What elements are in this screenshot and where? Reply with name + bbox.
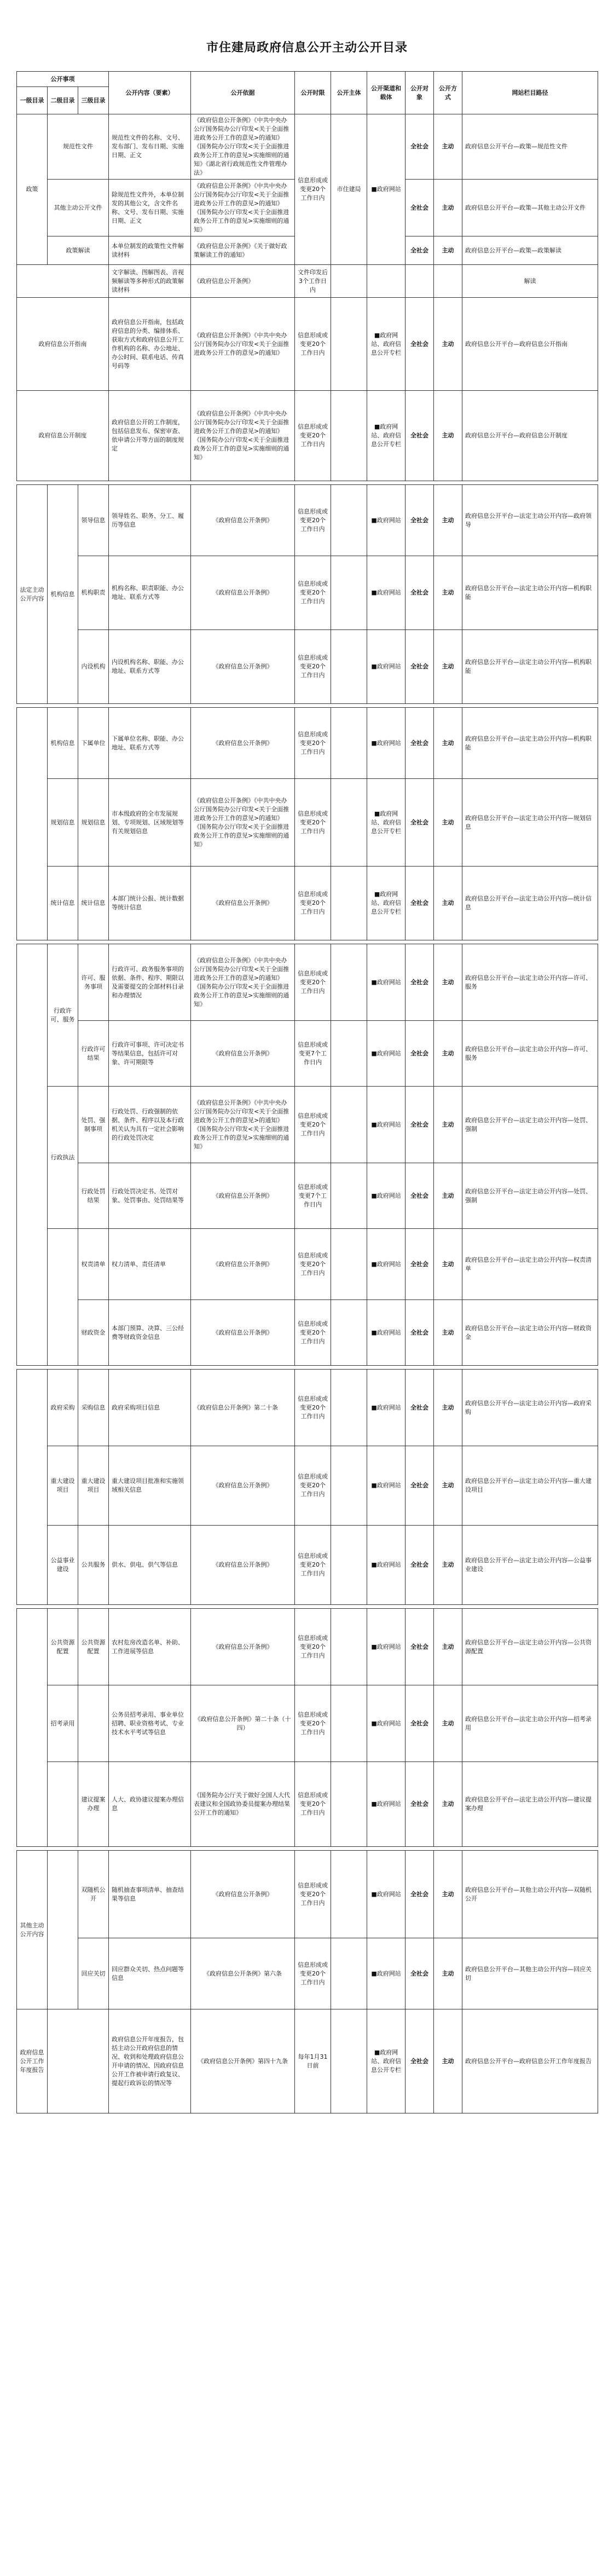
sub-guihua: 规划信息 (48, 779, 78, 867)
cell-target: 全社会 (406, 1087, 434, 1163)
cell-l3: 下属单位 (78, 708, 109, 779)
cell-mode: 主动 (434, 180, 462, 236)
header-l3: 三级目录 (78, 87, 109, 114)
cell-mode: 主动 (434, 556, 462, 630)
table-row (17, 1370, 598, 1446)
header-target: 公开对象 (406, 72, 434, 114)
cell-basis: 《政府信息公开条例》 (191, 708, 295, 779)
cell-basis: 《政府信息公开条例》 (191, 1300, 295, 1366)
cell-target: 全社会 (406, 630, 434, 704)
cell-basis: 《政府信息公开条例》 (191, 1229, 295, 1300)
cell-l3: 机构职责 (78, 556, 109, 630)
cell-target: 全社会 (406, 1526, 434, 1605)
cell-column[interactable]: 政府信息公开平台—法定主动公开内容—规划信息 (462, 779, 598, 867)
cell-mode: 主动 (434, 1938, 462, 2009)
cell-basis: 《政府信息公开条例》《关于做好政策解读工作的通知》 (191, 236, 295, 265)
header-basis: 公开依据 (191, 72, 295, 114)
cell-mode: 主动 (434, 1300, 462, 1366)
cell-basis: 《政府信息公开条例》 (191, 556, 295, 630)
cell-target: 全社会 (406, 1609, 434, 1685)
cell-mode: 主动 (434, 2009, 462, 2113)
cell-basis: 《政府信息公开条例》第六条 (191, 1938, 295, 2009)
cell-mode: 主动 (434, 779, 462, 867)
cell-content: 人大、政协建议提案办理信息 (109, 1762, 191, 1847)
cell-l3: 重大建设项目 (78, 1446, 109, 1526)
cell-target: 全社会 (406, 556, 434, 630)
cell-basis: 《政府信息公开条例》 (191, 1526, 295, 1605)
cell-target: 全社会 (406, 1370, 434, 1446)
cell-time: 信息形成或变更20个工作日内 (295, 391, 331, 481)
table-row (17, 708, 598, 779)
header-group: 公开事项 (17, 72, 109, 87)
table-row (17, 1163, 598, 1229)
cell-basis: 《政府信息公开条例》《中共中央办公厅国务院办公厅印发<关于全面推进政务公开工作的意见>的通知》《国务院办公厅印发<关于全面推进政务公开工作的意见>实施细则的通知》《湖北省行政规范性文件管理办法》 (191, 114, 295, 180)
cell-channel: ■政府网站 (367, 1229, 406, 1300)
catalog-table (16, 71, 598, 2113)
cell-channel: ■政府网站 (367, 708, 406, 779)
table-row (17, 1087, 598, 1163)
header-l2: 二级目录 (48, 87, 78, 114)
cell-basis: 《政府信息公开条例》 (191, 1021, 295, 1087)
cat-zhengce: 政策 (17, 114, 48, 265)
cell-mode: 主动 (434, 1021, 462, 1087)
cell-column[interactable]: 政府信息公开平台—法定主动公开内容—统计信息 (462, 867, 598, 940)
cell-column[interactable]: 政府信息公开平台—政府信息公开制度 (462, 391, 598, 481)
sub-gongshi: 公共服务 (78, 1526, 109, 1605)
cat-nianbao: 政府信息公开工作年度报告 (17, 2009, 48, 2113)
cell-time: 信息形成或变更7个工作日内 (295, 1021, 331, 1087)
cell-content: 本单位制发的政策性文件解读材料 (109, 236, 191, 265)
sub-tongji: 统计信息 (48, 867, 78, 940)
cell-column[interactable]: 政府信息公开平台—法定主动公开内容—处罚、强制 (462, 1163, 598, 1229)
cell-content: 规范性文件的名称、文号、发布部门、发布日期、实施日期、正文 (109, 114, 191, 180)
cell-content: 本部门统计公报、统计数据等统计信息 (109, 867, 191, 940)
sub-caigou: 政府采购 (48, 1370, 78, 1446)
cell-mode: 主动 (434, 1609, 462, 1685)
cell-time: 信息形成或变更20个工作日内 (295, 779, 331, 867)
cell-channel: ■政府网站 (367, 1446, 406, 1526)
cell-l2: 规范性文件 (48, 114, 109, 180)
header-column: 网站栏目路径 (462, 72, 598, 114)
cell-channel: ■政府网站 (367, 1609, 406, 1685)
cell-target: 全社会 (406, 1446, 434, 1526)
cell-subject: 市住建局 (331, 114, 367, 265)
cell-column[interactable]: 政府信息公开平台—其他主动公开内容—回应关切 (462, 1938, 598, 2009)
page-title: 市住建局政府信息公开主动公开目录 (206, 41, 408, 55)
cell-time: 信息形成或变更20个工作日内 (295, 1851, 331, 1938)
cell-channel: ■政府网站 (367, 1370, 406, 1446)
cell-channel: ■政府网站 (367, 1685, 406, 1762)
cell-basis: 《政府信息公开条例》《中共中央办公厅国务院办公厅印发<关于全面推进政务公开工作的意见>的通知》《国务院办公厅印发<关于全面推进政务公开工作的意见>实施细则的通知》 (191, 779, 295, 867)
cell-mode: 主动 (434, 485, 462, 556)
table-row (17, 1021, 598, 1087)
cell-time: 信息形成或变更20个工作日内 (295, 1229, 331, 1300)
cell-time: 信息形成或变更20个工作日内 (295, 1685, 331, 1762)
cat-zhinan: 政府信息公开指南 (17, 298, 109, 391)
cell-content: 重大建设项目批准和实施领域相关信息 (109, 1446, 191, 1526)
cell-l3: 公共资源配置 (78, 1609, 109, 1685)
cell-time: 信息形成或变更20个工作日内 (295, 867, 331, 940)
cell-basis: 《政府信息公开条例》《中共中央办公厅国务院办公厅印发<关于全面推进政务公开工作的意见>的通知》《国务院办公厅印发<关于全面推进政务公开工作的意见>实施细则的通知》 (191, 180, 295, 236)
cell-channel: ■政府网站 (367, 630, 406, 704)
cell-content: 行政处罚、行政强制的依据、条件、程序以及本行政机关认为具有一定社会影响的行政处罚决定 (109, 1087, 191, 1163)
cell-target: 全社会 (406, 236, 434, 265)
sub-l2-r20: 重大建设项目 (48, 1446, 78, 1526)
cell-l3: 统计信息 (78, 867, 109, 940)
sub-xingzheng: 行政执法 (48, 1087, 78, 1229)
cell-l2: 政策解读 (48, 236, 109, 265)
cell-basis: 《政府信息公开条例》 (191, 485, 295, 556)
table-row (17, 1938, 598, 2009)
cell-mode: 主动 (434, 708, 462, 779)
cell-channel: ■政府网站、政府信息公开专栏 (367, 2009, 406, 2113)
sub-jigou: 机构信息 (48, 485, 78, 704)
cell-time: 信息形成或变更20个工作日内 (295, 298, 331, 391)
table-row (17, 867, 598, 940)
table-row (17, 1851, 598, 1938)
table-row (17, 1685, 598, 1762)
cell-time: 信息形成或变更20个工作日内 (295, 1762, 331, 1847)
cell-channel: ■政府网站、政府信息公开专栏 (367, 779, 406, 867)
cell-channel: ■政府网站、政府信息公开专栏 (367, 391, 406, 481)
cell-target: 全社会 (406, 180, 434, 236)
cell-l3: 采购信息 (78, 1370, 109, 1446)
cell-content: 公务员招考录用、事业单位招聘、职业资格考试、专业技术水平考试等信息 (109, 1685, 191, 1762)
cell-mode: 主动 (434, 114, 462, 180)
cell-basis: 《政府信息公开条例》《中共中央办公厅国务院办公厅印发<关于全面推进政务公开工作的意见>的通知》《国务院办公厅印发<关于全面推进政务公开工作的意见>实施细则的通知》 (191, 1087, 295, 1163)
cell-channel: ■政府网站 (367, 1021, 406, 1087)
cell-column[interactable]: 政府信息公开平台—政府信息公开工作年度报告 (462, 2009, 598, 2113)
cell-basis: 《政府信息公开条例》 (191, 1609, 295, 1685)
cell-mode: 主动 (434, 1229, 462, 1300)
cell-mode: 主动 (434, 1163, 462, 1229)
cell-column[interactable]: 政府信息公开平台—法定主动公开内容—权责清单 (462, 1229, 598, 1300)
cell-content: 内设机构名称、职能、办公地址、联系方式等 (109, 630, 191, 704)
cell-column[interactable]: 政府信息公开平台—法定主动公开内容—建议提案办理 (462, 1762, 598, 1847)
cell-target: 全社会 (406, 944, 434, 1021)
cell-column[interactable]: 政府信息公开平台—法定主动公开内容—许可、服务 (462, 1021, 598, 1087)
table-row (17, 630, 598, 704)
cell-mode: 主动 (434, 630, 462, 704)
cell-basis: 《政府信息公开条例》第二十条 (191, 1370, 295, 1446)
table-row (17, 265, 598, 298)
cell-time: 信息形成或变更20个工作日内 (295, 1526, 331, 1605)
cell-content: 行政许可事项、许可决定书等结果信息，包括许可对象、许可期限等 (109, 1021, 191, 1087)
cell-time: 信息形成或变更20个工作日内 (295, 556, 331, 630)
table-row (17, 1762, 598, 1847)
cell-channel: ■政府网站 (367, 114, 406, 265)
cell-time: 信息形成或变更20个工作日内 (295, 630, 331, 704)
cell-target: 全社会 (406, 391, 434, 481)
cat-fading: 法定主动公开内容 (17, 485, 48, 704)
cell-target: 全社会 (406, 1229, 434, 1300)
cell-content: 下属单位名称、职能、办公地址、联系方式等 (109, 708, 191, 779)
cell-content: 回应群众关切、热点问题等信息 (109, 1938, 191, 2009)
cell-target: 全社会 (406, 2009, 434, 2113)
cell-target: 全社会 (406, 1163, 434, 1229)
cell-basis: 《政府信息公开条例》 (191, 867, 295, 940)
cell-l3: 权责清单 (78, 1229, 109, 1300)
header-mode: 公开方式 (434, 72, 462, 114)
cell-content: 行政处罚决定书、处罚对象、处罚事由、处罚结果等 (109, 1163, 191, 1229)
cell-content: 农村危房改造名单、补助、工作进展等信息 (109, 1609, 191, 1685)
cell-target: 全社会 (406, 298, 434, 391)
cell-l3: 行政处罚结果 (78, 1163, 109, 1229)
cell-channel: ■政府网站 (367, 944, 406, 1021)
cell-column[interactable]: 政府信息公开平台—法定主动公开内容—公共资源配置 (462, 1609, 598, 1685)
sub-l2-r23: 招考录用 (48, 1685, 78, 1762)
cell-time: 信息形成或变更20个工作日内 (295, 485, 331, 556)
cell-channel: ■政府网站、政府信息公开专栏 (367, 298, 406, 391)
cell-mode: 主动 (434, 1446, 462, 1526)
cell-time: 信息形成或变更20个工作日内 (295, 708, 331, 779)
cell-content: 机构名称、职责职能、办公地址、联系方式等 (109, 556, 191, 630)
cell-l2: 其他主动公开文件 (48, 180, 109, 236)
cell-column[interactable]: 政府信息公开平台—法定主动公开内容—招考录用 (462, 1685, 598, 1762)
cell-mode: 主动 (434, 867, 462, 940)
cell-column[interactable]: 解读 (462, 265, 598, 298)
cell-channel: ■政府网站 (367, 1087, 406, 1163)
cell-basis: 《政府信息公开条例》 (191, 630, 295, 704)
cat-zhidu: 政府信息公开制度 (17, 391, 109, 481)
cell-time: 信息形成或变更7个工作日内 (295, 1163, 331, 1229)
cell-column[interactable]: 政府信息公开平台—法定主动公开内容—财政资金 (462, 1300, 598, 1366)
cell-column[interactable]: 政府信息公开平台—法定主动公开内容—处罚、强制 (462, 1087, 598, 1163)
cell-column[interactable]: 政府信息公开平台—法定主动公开内容—机构职能 (462, 556, 598, 630)
cell-mode: 主动 (434, 1526, 462, 1605)
cell-basis: 《政府信息公开条例》第四十九条 (191, 2009, 295, 2113)
cell-channel: ■政府网站 (367, 1526, 406, 1605)
cell-content: 政府采购项目信息 (109, 1370, 191, 1446)
cell-target: 全社会 (406, 867, 434, 940)
cell-channel: ■政府网站 (367, 1163, 406, 1229)
cell-time: 信息形成或变更20个工作日内 (295, 1370, 331, 1446)
cell-target: 全社会 (406, 1762, 434, 1847)
cell-content: 政府信息公开的工作制度，包括信息发布、保密审查、依申请公开等方面的制度规定 (109, 391, 191, 481)
sub-l2-r22: 公共资源配置 (48, 1609, 78, 1685)
cell-target: 全社会 (406, 485, 434, 556)
cell-mode: 主动 (434, 1851, 462, 1938)
cell-basis: 《政府信息公开条例》 (191, 265, 295, 298)
table-row (17, 485, 598, 556)
cell-content: 领导姓名、职务、分工、履历等信息 (109, 485, 191, 556)
cell-channel: ■政府网站 (367, 1851, 406, 1938)
cell-basis: 《政府信息公开条例》《中共中央办公厅国务院办公厅印发<关于全面推进政务公开工作的意见>的通知》《国务院办公厅印发<关于全面推进政务公开工作的意见>实施细则的通知》 (191, 944, 295, 1021)
cell-l3: 建议提案办理 (78, 1762, 109, 1847)
cell-target: 全社会 (406, 779, 434, 867)
cell-column[interactable]: 政府信息公开平台—政策—其他主动公开文件 (462, 180, 598, 236)
cell-l3: 领导信息 (78, 485, 109, 556)
cell-column[interactable]: 政府信息公开平台—法定主动公开内容—许可、服务 (462, 944, 598, 1021)
cell-content: 本部门预算、决算、三公经费等财政资金信息 (109, 1300, 191, 1366)
sub-jigou-2: 机构信息 (48, 708, 78, 779)
cell-l3: 规划信息 (78, 779, 109, 867)
cell-mode: 主动 (434, 1087, 462, 1163)
cell-column[interactable]: 政府信息公开平台—法定主动公开内容—机构职能 (462, 708, 598, 779)
cell-column[interactable]: 政府信息公开平台—政府信息公开指南 (462, 298, 598, 391)
header-l1: 一级目录 (17, 87, 48, 114)
cell-mode: 主动 (434, 1685, 462, 1762)
cell-time: 信息形成或变更20个工作日内 (295, 1300, 331, 1366)
cell-mode: 主动 (434, 298, 462, 391)
cell-channel: ■政府网站 (367, 485, 406, 556)
cell-column[interactable]: 政府信息公开平台—政策—规范性文件 (462, 114, 598, 180)
cell-target: 全社会 (406, 708, 434, 779)
cell-time: 信息形成或变更20个工作日内 (295, 944, 331, 1021)
cell-l3: 许可、服务事项 (78, 944, 109, 1021)
table-row (17, 779, 598, 867)
cell-content: 供水、供电、供气等信息 (109, 1526, 191, 1605)
table-row (17, 2009, 598, 2113)
sub-qita: 其他主动公开内容 (17, 1851, 48, 2009)
cell-basis: 《政府信息公开条例》 (191, 1446, 295, 1526)
cell-time: 每年1月31日前 (295, 2009, 331, 2113)
table-row (17, 944, 598, 1021)
cell-column[interactable]: 政府信息公开平台—法定主动公开内容—政府采购 (462, 1370, 598, 1446)
cell-time: 文件印发后3个工作日内 (295, 265, 331, 298)
cell-channel: ■政府网站 (367, 1300, 406, 1366)
cell-column[interactable]: 政府信息公开平台—政策—政策解读 (462, 236, 598, 265)
sub-xuke: 行政许可、服务 (48, 944, 78, 1087)
cell-target: 全社会 (406, 1938, 434, 2009)
cell-time: 信息形成或变更20个工作日内 (295, 1087, 331, 1163)
cell-content: 行政许可、政务服务事项的依据、条件、程序、期限以及需要提交的全部材料目录和办理情况 (109, 944, 191, 1021)
cell-content: 政府信息公开指南，包括政府信息的分类、编排体系、获取方式和政府信息公开工作机构的名称、办公地址、办公时间、联系电话、传真号码等 (109, 298, 191, 391)
header-content: 公开内容（要素） (109, 72, 191, 114)
table-row (17, 556, 598, 630)
table-row (17, 391, 598, 481)
cell-l3: 双随机公开 (78, 1851, 109, 1938)
cell-target: 全社会 (406, 1021, 434, 1087)
cell-basis: 《政府信息公开条例》《中共中央办公厅国务院办公厅印发<关于全面推进政务公开工作的意见>的通知》《国务院办公厅印发<关于全面推进政务公开工作的意见>实施细则的通知》 (191, 391, 295, 481)
cell-mode: 主动 (434, 1762, 462, 1847)
cell-target: 全社会 (406, 114, 434, 180)
cell-column[interactable]: 政府信息公开平台—法定主动公开内容—政府领导 (462, 485, 598, 556)
table-row (17, 1229, 598, 1300)
cell-basis: 《国务院办公厅关于做好全国人大代表建议和全国政协委员提案办理结果公开工作的通知》 (191, 1762, 295, 1847)
table-row (17, 1609, 598, 1685)
cell-content: 文字解读、图解图表、音视频解读等多种形式的政策解读材料 (109, 265, 191, 298)
cell-l3: 回应关切 (78, 1938, 109, 2009)
cell-content: 随机抽查事项清单、抽查结果等信息 (109, 1851, 191, 1938)
cell-time: 信息形成或变更20个工作日内 (295, 1938, 331, 2009)
cell-basis: 《政府信息公开条例》《中共中央办公厅国务院办公厅印发<关于全面推进政务公开工作的意见>的通知》 (191, 298, 295, 391)
cell-target: 全社会 (406, 1851, 434, 1938)
table-row (17, 1300, 598, 1366)
sub-l2-r21: 公益事业建设 (48, 1526, 78, 1605)
cell-basis: 《政府信息公开条例》 (191, 1851, 295, 1938)
cell-basis: 《政府信息公开条例》第二十条（十四） (191, 1685, 295, 1762)
cell-content: 政府信息公开年度报告，包括主动公开政府信息的情况、收到和处理政府信息公开申请的情况、因政府信息公开工作被申请行政复议、提起行政诉讼的情况等 (109, 2009, 191, 2113)
cell-basis: 《政府信息公开条例》 (191, 1163, 295, 1229)
cell-mode: 主动 (434, 944, 462, 1021)
cell-mode: 主动 (434, 391, 462, 481)
cell-l3: 行政许可结果 (78, 1021, 109, 1087)
cell-column[interactable]: 政府信息公开平台—其他主动公开内容—双随机公开 (462, 1851, 598, 1938)
cell-mode: 主动 (434, 1370, 462, 1446)
header-time: 公开时限 (295, 72, 331, 114)
cell-content: 除规范性文件外，本单位制发的其他公文，含文件名称、文号、发布日期、实施日期、正文 (109, 180, 191, 236)
cell-column[interactable]: 政府信息公开平台—法定主动公开内容—机构职能 (462, 630, 598, 704)
cell-l3: 财政资金 (78, 1300, 109, 1366)
cell-target: 全社会 (406, 1300, 434, 1366)
cell-column[interactable]: 政府信息公开平台—法定主动公开内容—重大建设项目 (462, 1446, 598, 1526)
cell-channel: ■政府网站 (367, 1762, 406, 1847)
cell-time: 信息形成或变更20个工作日内 (295, 114, 331, 265)
cell-channel: ■政府网站 (367, 1938, 406, 2009)
cell-channel: ■政府网站、政府信息公开专栏 (367, 867, 406, 940)
header-subject: 公开主体 (331, 72, 367, 114)
header-channel: 公开渠道和载体 (367, 72, 406, 114)
cell-target: 全社会 (406, 1685, 434, 1762)
table-row (17, 1446, 598, 1526)
cell-l3: 处罚、强制事项 (78, 1087, 109, 1163)
cell-l3: 内设机构 (78, 630, 109, 704)
cell-mode: 主动 (434, 236, 462, 265)
cell-content: 权力清单、责任清单 (109, 1229, 191, 1300)
table-row (17, 114, 598, 180)
cell-channel: ■政府网站 (367, 556, 406, 630)
table-row (17, 1526, 598, 1605)
table-row (17, 298, 598, 391)
cell-time: 信息形成或变更20个工作日内 (295, 1609, 331, 1685)
cell-column[interactable]: 政府信息公开平台—法定主动公开内容—公益事业建设 (462, 1526, 598, 1605)
cell-content: 市本级政府的全市发展规划、专项规划、区域规划等有关规划信息 (109, 779, 191, 867)
cell-time: 信息形成或变更20个工作日内 (295, 1446, 331, 1526)
